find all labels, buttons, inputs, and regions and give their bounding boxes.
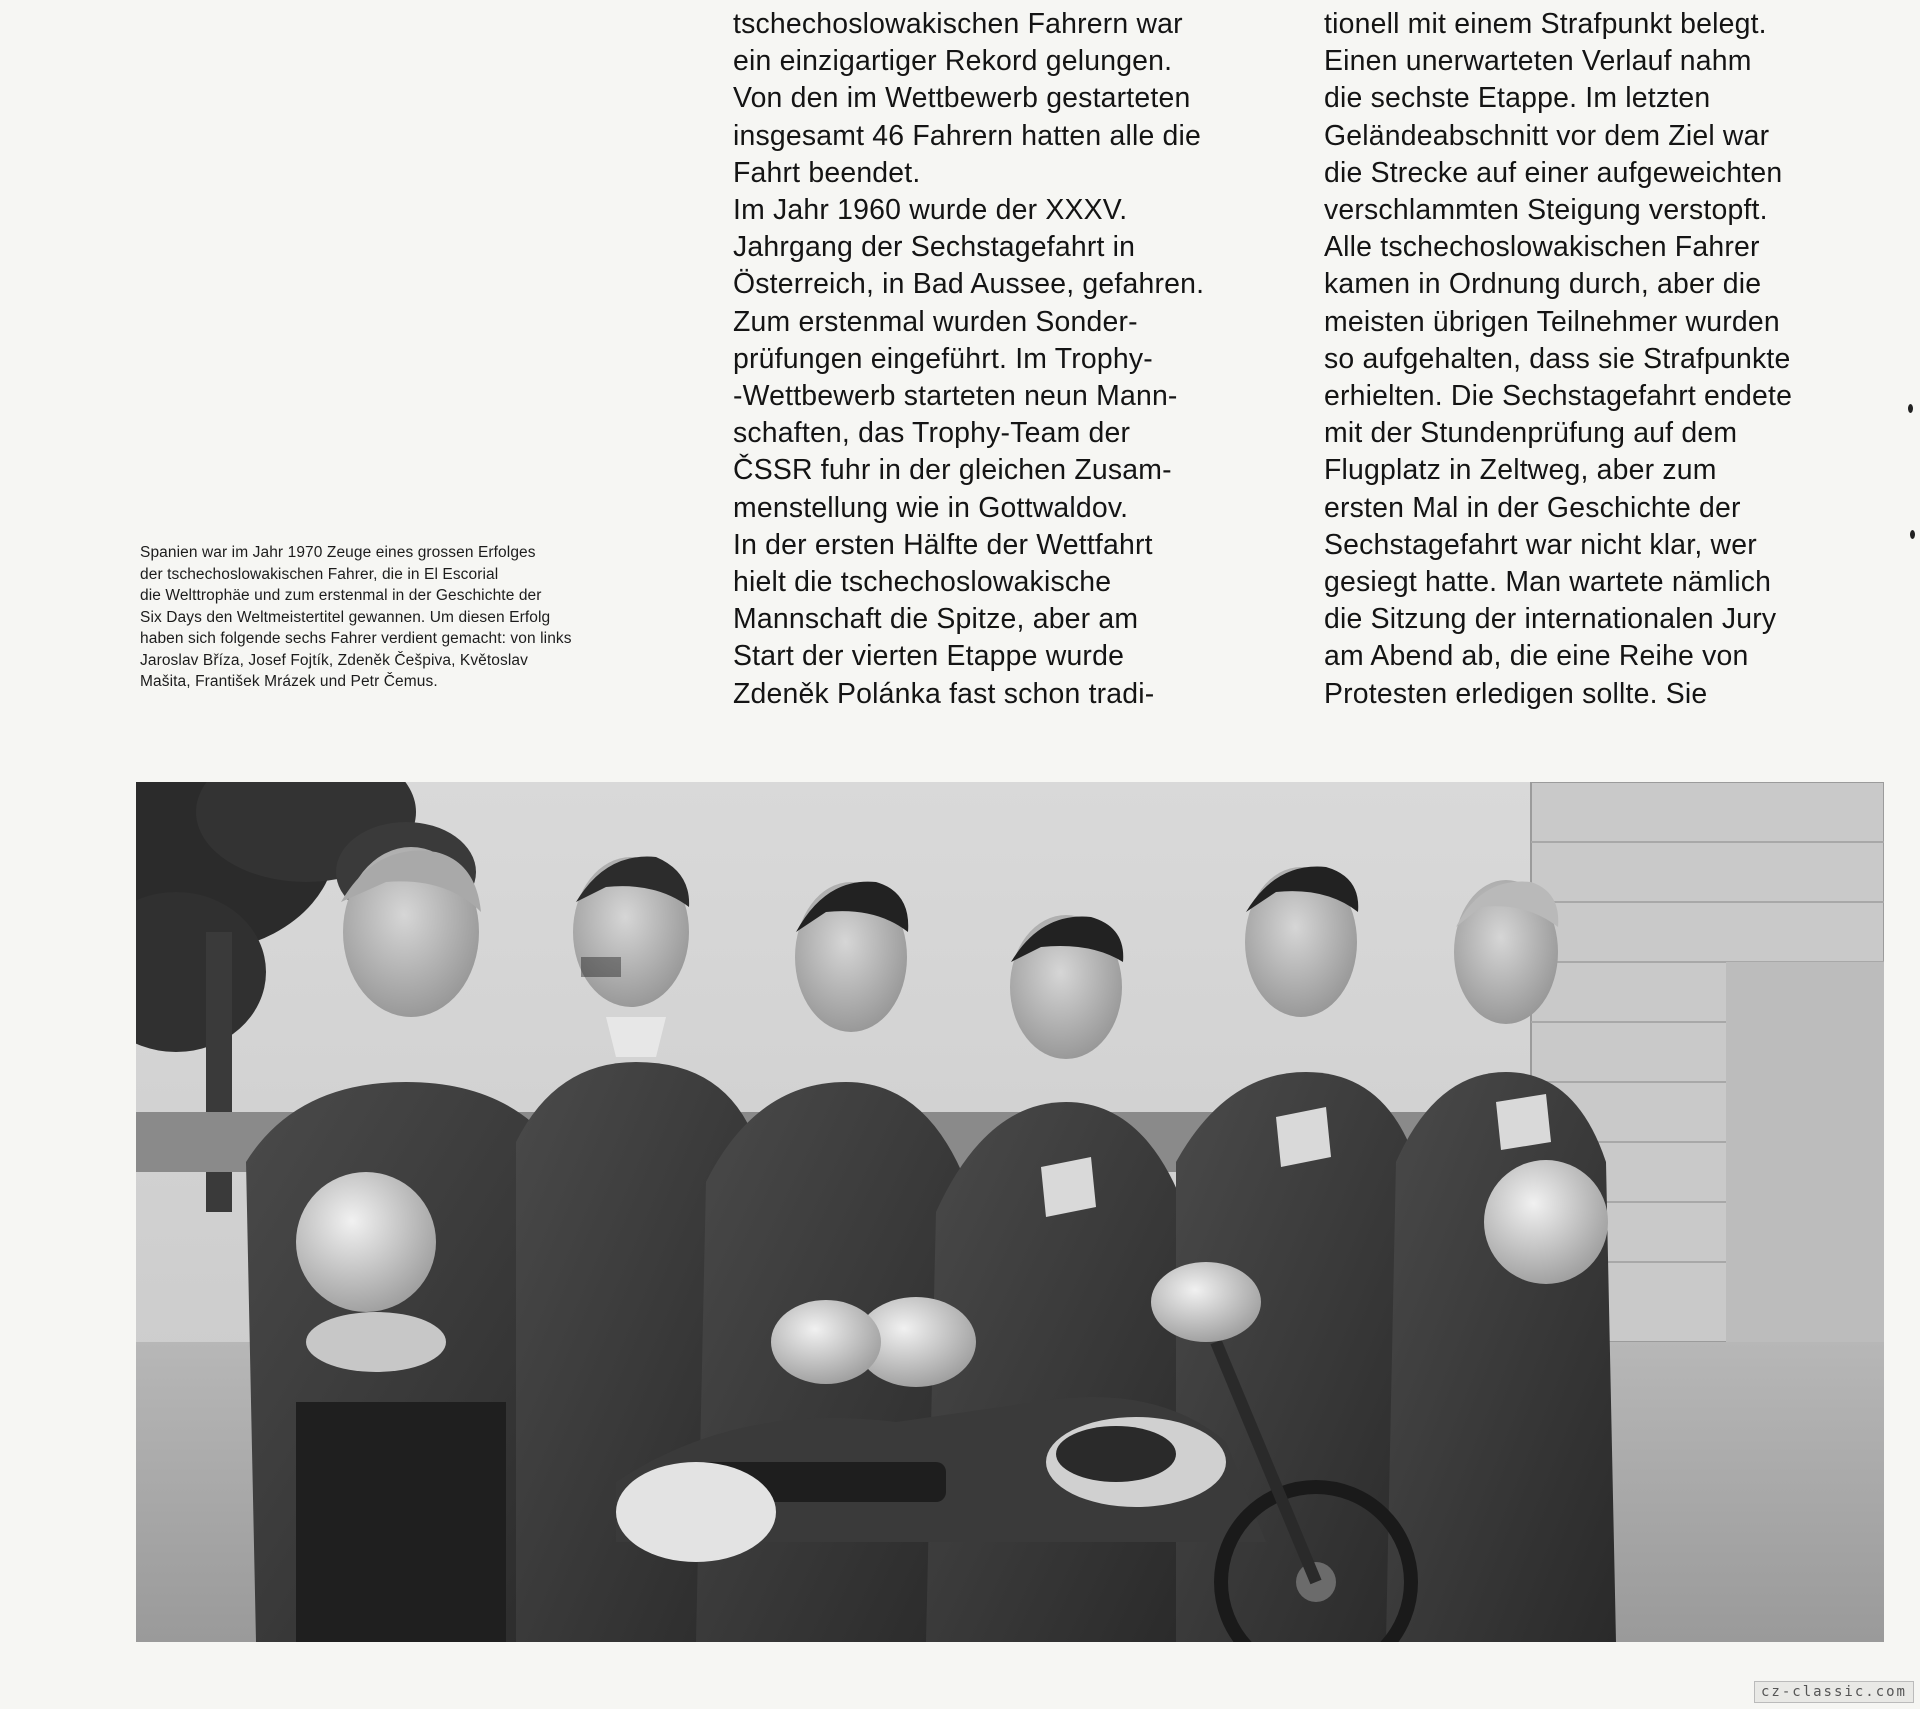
- text-line: Zum erstenmal wurden Sonder-: [733, 305, 1138, 338]
- text-line: Fahrt beendet.: [733, 156, 921, 189]
- text-line: Start der vierten Etappe wurde: [733, 640, 1125, 673]
- text-line: ersten Mal in der Geschichte der: [1324, 491, 1741, 524]
- text-line: ein einzigartiger Rekord gelungen.: [733, 45, 1173, 78]
- text-line: Flugplatz in Zeltweg, aber zum: [1324, 454, 1717, 487]
- text-line: schaften, das Trophy-Team der: [733, 417, 1131, 450]
- text-line: Zdeněk Polánka fast schon tradi-: [733, 677, 1155, 710]
- photo-caption: [140, 542, 700, 693]
- text-column-2: [1324, 6, 1884, 713]
- text-line: verschlammten Steigung verstopft.: [1324, 194, 1768, 227]
- text-line: Österreich, in Bad Aussee, gefahren.: [733, 268, 1205, 301]
- watermark: cz-classic.com: [1754, 1681, 1914, 1703]
- text-line: mit der Stundenprüfung auf dem: [1324, 417, 1738, 450]
- caption-line: Jaroslav Bříza, Josef Fojtík, Zdeněk Češpiva, Květoslav: [140, 651, 528, 669]
- text-line: erhielten. Die Sechstagefahrt endete: [1324, 380, 1793, 413]
- text-line: Im Jahr 1960 wurde der XXXV.: [733, 194, 1128, 227]
- caption-line: Six Days den Weltmeistertitel gewannen. Um diesen Erfolg: [140, 608, 551, 626]
- caption-line: Spanien war im Jahr 1970 Zeuge eines grossen Erfolges: [140, 544, 536, 561]
- text-line: die Sitzung der internationalen Jury: [1324, 603, 1777, 636]
- text-column-1: [733, 6, 1293, 713]
- text-line: am Abend ab, die eine Reihe von: [1324, 640, 1749, 673]
- text-line: Sechstagefahrt war nicht klar, wer: [1324, 528, 1757, 561]
- text-line: so aufgehalten, dass sie Strafpunkte: [1324, 342, 1791, 375]
- text-line: Einen unerwarteten Verlauf nahm: [1324, 45, 1752, 78]
- text-line: tionell mit einem Strafpunkt belegt.: [1324, 8, 1767, 40]
- caption-line: Mašita, František Mrázek und Petr Čemus.: [140, 673, 438, 690]
- text-line: die Strecke auf einer aufgeweichten: [1324, 156, 1783, 189]
- text-line: die sechste Etappe. Im letzten: [1324, 82, 1711, 115]
- text-line: ČSSR fuhr in der gleichen Zusam-: [733, 454, 1172, 487]
- text-line: tschechoslowakischen Fahrern war: [733, 8, 1183, 40]
- text-line: insgesamt 46 Fahrern hatten alle die: [733, 119, 1202, 152]
- scan-speck: [1910, 530, 1915, 539]
- caption-line: der tschechoslowakischen Fahrer, die in El Escorial: [140, 565, 499, 583]
- text-line: Geländeabschnitt vor dem Ziel war: [1324, 119, 1770, 152]
- caption-line: haben sich folgende sechs Fahrer verdient gemacht: von links: [140, 630, 572, 647]
- text-line: Alle tschechoslowakischen Fahrer: [1324, 231, 1760, 264]
- text-line: menstellung wie in Gottwaldov.: [733, 491, 1129, 524]
- text-line: Jahrgang der Sechstagefahrt in: [733, 231, 1136, 264]
- text-line: prüfungen eingeführt. Im Trophy-: [733, 342, 1153, 375]
- scan-speck: [1908, 404, 1913, 413]
- text-line: Protesten erledigen sollte. Sie: [1324, 677, 1708, 710]
- text-line: hielt die tschechoslowakische: [733, 566, 1112, 599]
- team-photograph: [136, 782, 1884, 1642]
- text-line: -Wettbewerb starteten neun Mann-: [733, 380, 1178, 413]
- text-line: Von den im Wettbewerb gestarteten: [733, 82, 1191, 115]
- photo-illustration: [136, 782, 1884, 1642]
- text-line: In der ersten Hälfte der Wettfahrt: [733, 528, 1153, 561]
- text-line: Mannschaft die Spitze, aber am: [733, 603, 1139, 636]
- text-line: gesiegt hatte. Man wartete nämlich: [1324, 566, 1772, 599]
- text-line: meisten übrigen Teilnehmer wurden: [1324, 305, 1780, 338]
- text-line: kamen in Ordnung durch, aber die: [1324, 268, 1762, 301]
- caption-line: die Welttrophäe und zum erstenmal in der Geschichte der: [140, 587, 542, 604]
